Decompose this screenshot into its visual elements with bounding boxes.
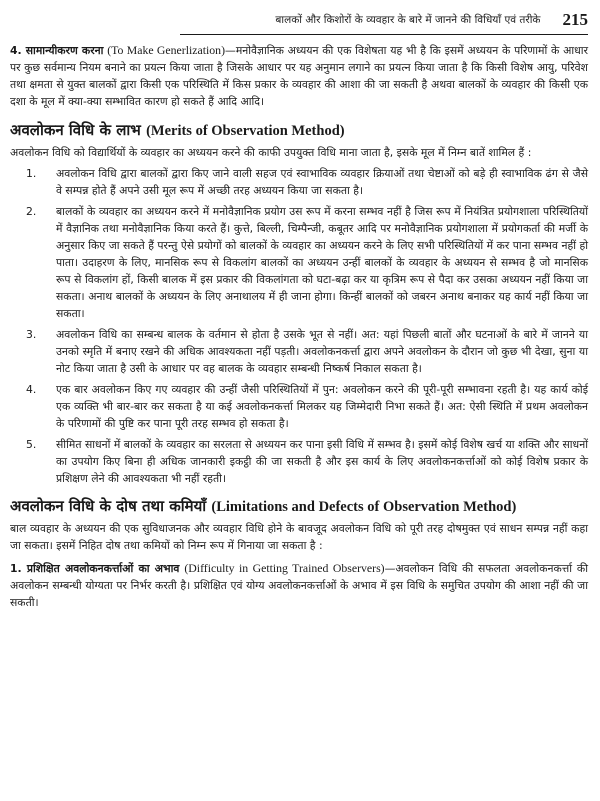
limitations-heading bbox=[10, 495, 588, 518]
list-item bbox=[10, 165, 588, 199]
list-item-text: सीमित साधनों में बालकों के व्यवहार का सरलता से अध्ययन कर पाना इसी विधि में सम्भव है। इसमें कोई विशेष खर्च या शक्ति और साधनों का उपयोग किए बिना ही अधिक जानकारी इकट्ठी की जा सकती है और इस कार्य के लिए अवलोकनकर्त्ताओं को कोई विशेष प्रकार के प्रशिक्षण लेने की आवश्यकता भी नहीं रहती। bbox=[56, 438, 588, 485]
limitations-intro: बाल व्यवहार के अध्ययन की एक सुविधाजनक और व्यवहार विधि होने के बावजूद अवलोकन विधि को पूरी तरह दोषमुक्त एवं साधन सम्पन्न नहीं कहा जा सकता। इसमें निहित दोष तथा कमियों को निम्न रूप में गिनाया जा सकता है : bbox=[10, 522, 588, 552]
list-item bbox=[10, 381, 588, 432]
merits-heading-hindi: अवलोकन विधि के लाभ bbox=[10, 121, 141, 139]
limitations-heading-english: (Limitations and Defects of Observation Method) bbox=[211, 499, 517, 515]
merits-list bbox=[10, 165, 588, 487]
running-title: बालकों और किशोरों के व्यवहार के बारे में जानने की विधियाँ एवं तरीके bbox=[275, 14, 541, 26]
point-4-english: (To Make Generlization) bbox=[107, 43, 226, 57]
point-4-label: 4. सामान्यीकरण करना bbox=[10, 44, 104, 57]
list-item bbox=[10, 203, 588, 322]
list-item-number: 1. bbox=[26, 167, 37, 180]
list-item bbox=[10, 436, 588, 487]
merits-heading bbox=[10, 119, 588, 142]
page-content bbox=[10, 42, 588, 611]
point-4-paragraph bbox=[10, 42, 588, 110]
limitation-1-english: (Difficulty in Getting Trained Observers) bbox=[184, 561, 385, 575]
list-item-number: 2. bbox=[26, 205, 37, 218]
list-item bbox=[10, 326, 588, 377]
list-item-number: 4. bbox=[26, 383, 37, 396]
list-item-text: अवलोकन विधि द्वारा बालकों द्वारा किए जाने वाली सहज एवं स्वाभाविक व्यवहार क्रियाओं तथा चेष्टाओं को बड़े ही स्वाभाविक ढंग से जैसे वे सम्पन्न होते हैं अपने उसी मूल रूप में अच्छी तरह अध्ययन किया जा सकता है। bbox=[56, 167, 588, 197]
page-number: 215 bbox=[562, 10, 588, 29]
list-item-number: 5. bbox=[26, 438, 37, 451]
list-item-text: एक बार अवलोकन किए गए व्यवहार की उन्हीं जैसी परिस्थितियों में पुन: अवलोकन करने की पूरी-पूरी सम्भावना रहती है। यह कार्य कोई एक व्यक्ति भी बार-बार कर सकता है या कई अवलोकनकर्त्ता मिलकर यह जिम्मेदारी निभा सकते हैं। अत: ऐसी स्थिति में प्रथम अवलोकन के परिणामों की पुष्टि कर पाना पूरी तरह सम्भव हो सकता है। bbox=[56, 383, 588, 430]
list-item-number: 3. bbox=[26, 328, 37, 341]
list-item-text: अवलोकन विधि का सम्बन्ध बालक के वर्तमान से होता है उसके भूत से नहीं। अत: यहां पिछली बातों और घटनाओं के बारे में जानने या उनको स्मृति में बनाए रखने की अधिक आवश्यकता नहीं पड़ती। अवलोकनकर्त्ता द्वारा अपने अवलोकन के दौरान जो कुछ भी देखा, सुना या नोट किया जाता है उसी के आधार पर वह बालक के व्यवहार सम्बन्धी निष्कर्ष निकाल सकता है। bbox=[56, 328, 588, 375]
point-4-text: —मनोवैज्ञानिक अध्ययन की एक विशेषता यह भी है कि इसमें अध्ययन के परिणामों के आधार पर कुछ सर्वमान्य नियम बनाने का प्रयत्न किया जाता है जिसके आधार पर यह अनुमान लगाने का प्रयत्न किया जाता है कि किसी विशेष आयु, परिवेश तथा क्षमता से युक्त बालकों द्वारा किसी एक परिस्थिति में किस प्रकार के व्यवहार की आशा की जा सकती है अथवा बालकों के व्यवहार की किसी एक दशा के मूल में क्या-क्या सम्भावित कारण हो सकते हैं आदि आदि। bbox=[10, 44, 589, 108]
merits-intro: अवलोकन विधि को विद्यार्थियों के व्यवहार का अध्ययन करने की काफी उपयुक्त विधि माना जाता है, इसके मूल में निम्न बातें शामिल हैं : bbox=[10, 146, 532, 159]
merits-heading-english: (Merits of Observation Method) bbox=[146, 123, 345, 139]
limitation-1-text: —अवलोकन विधि की सफलता अवलोकनकर्त्ता की अवलोकन सम्बन्धी योग्यता पर निर्भर करती है। प्रशिक्षित एवं योग्य अवलोकनकर्त्ताओं के अभाव में इस विधि के समुचित उपयोग की आशा नहीं की जा सकती। bbox=[10, 562, 589, 609]
running-header bbox=[180, 6, 588, 35]
limitation-1-paragraph bbox=[10, 560, 588, 611]
list-item-text: बालकों के व्यवहार का अध्ययन करने में मनोवैज्ञानिक प्रयोग उस रूप में करना सम्भव नहीं है जिस रूप में नियंत्रित प्रयोगशाला परिस्थितियों में वैज्ञानिक तथा मनोवैज्ञानिक किया करते हैं। कुत्ते, बिल्ली, चिम्पैन्जी, कबूतर आदि पर मनोवैज्ञानिक प्रयोगशाला में प्रयोगकर्ता की मर्जी के अनुसार किए जा सकते हैं परन्तु ऐसे प्रयोगों को बालकों के व्यवहार का अध्ययन करने के लिए सभी परिस्थितियों में कर पाना सम्भव नहीं हो पाता। उदाहरण के लिए, मानसिक रूप से विकलांग बालकों का अध्ययन उन्हीं बालकों के व्यवहार के अध्ययन से सम्भव है जो मानसिक रूप से विकलांग हों, किसी बालक में इस प्रकार की विकलांगता को घटा-बढ़ा कर या कृत्रिम रूप से पैदा कर उसका अध्ययन नहीं किया जा सकता। अनाथ बालकों के अध्ययन के लिए अनाथालय में ही जाना होगा। किन्हीं बालकों को जबरन अनाथ बनाकर यह कार्य नहीं किया जा सकता। bbox=[56, 205, 588, 320]
limitation-1-label: 1. प्रशिक्षित अवलोकनकर्त्ताओं का अभाव bbox=[10, 562, 180, 575]
limitations-heading-hindi: अवलोकन विधि के दोष तथा कमियाँ bbox=[10, 497, 207, 515]
